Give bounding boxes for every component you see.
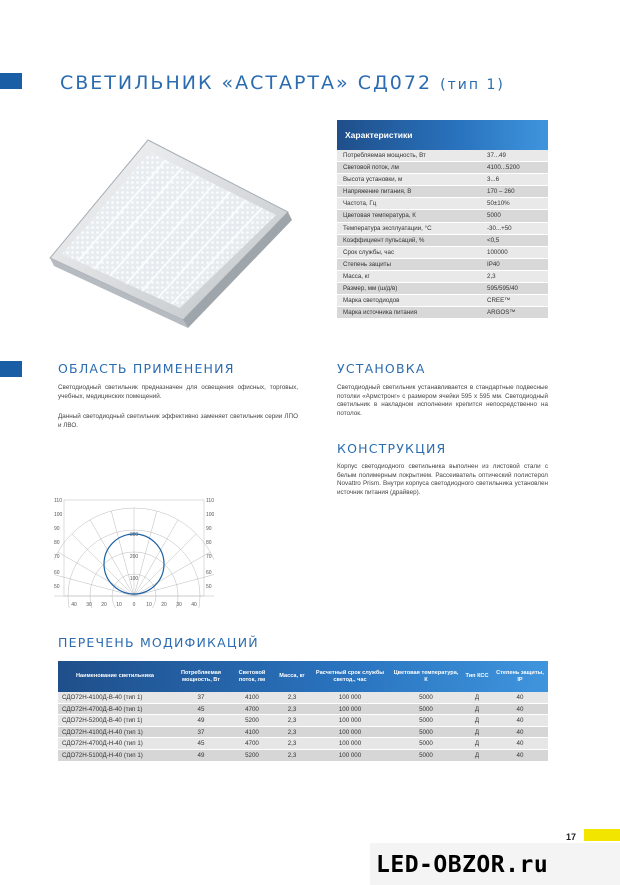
column-header: Расчетный срок службы светод., час xyxy=(315,669,385,683)
polar-bottom-label: 30 xyxy=(86,602,92,608)
table-cell: 4700 xyxy=(245,705,259,713)
table-cell: 2,3 xyxy=(287,705,297,713)
polar-bottom-label: 10 xyxy=(146,602,152,608)
section-mark xyxy=(0,361,22,377)
polar-bottom-label: 30 xyxy=(176,602,182,608)
characteristic-label: Масса, кг xyxy=(343,272,370,280)
characteristic-label: Срок службы, час xyxy=(343,248,395,256)
table-cell: 49 xyxy=(197,717,205,725)
table-cell: 2,3 xyxy=(287,717,297,725)
modifications-rows xyxy=(58,692,548,762)
table-cell: СДО72Н-4100Д-В-40 (тип 1) xyxy=(62,694,143,701)
table-cell: Д xyxy=(474,740,480,748)
characteristic-row xyxy=(337,283,548,295)
characteristic-row xyxy=(337,271,548,283)
table-cell: Д xyxy=(474,728,480,736)
table-cell: 4700 xyxy=(245,740,259,748)
table-cell: 100 000 xyxy=(338,728,362,736)
polar-ray xyxy=(72,534,134,596)
polar-left-label: 110 xyxy=(54,498,62,504)
table-row xyxy=(58,750,548,762)
characteristic-value: <0,5 xyxy=(487,236,500,244)
table-cell: 45 xyxy=(197,740,205,748)
characteristic-value: 3...6 xyxy=(487,176,500,184)
site-watermark: LED-OBZOR.ru xyxy=(370,843,620,885)
characteristic-value: 5000 xyxy=(487,212,501,220)
table-cell: 40 xyxy=(516,728,524,736)
table-cell: 2,3 xyxy=(287,694,297,701)
polar-ray xyxy=(58,552,134,596)
characteristic-label: Температура эксплуатации, °С xyxy=(343,224,432,232)
characteristics-heading: Характеристики xyxy=(337,120,548,150)
table-cell: 100 000 xyxy=(338,751,362,759)
characteristic-row xyxy=(337,307,548,319)
polar-bottom-label: 10 xyxy=(116,602,122,608)
page-number-bar xyxy=(584,829,620,841)
characteristic-row xyxy=(337,162,548,174)
table-cell: 40 xyxy=(516,717,524,725)
characteristic-label: Коэффициент пульсаций, % xyxy=(343,236,425,244)
table-cell: 5000 xyxy=(419,751,433,759)
characteristic-value: 4100...5200 xyxy=(487,164,520,172)
table-cell: 5000 xyxy=(419,740,433,748)
characteristics-rows xyxy=(337,150,548,319)
table-cell: СДО72Н-5200Д-В-40 (тип 1) xyxy=(62,717,143,725)
characteristic-label: Частота, Гц xyxy=(343,200,377,208)
characteristic-row xyxy=(337,174,548,186)
polar-bottom-label: 20 xyxy=(161,602,167,608)
table-row xyxy=(58,727,548,739)
polar-ray xyxy=(54,573,134,596)
table-cell: 5200 xyxy=(245,717,259,725)
table-cell: 5200 xyxy=(245,751,259,759)
polar-diagram xyxy=(54,496,214,608)
polar-ray xyxy=(134,534,196,596)
table-cell: 2,3 xyxy=(287,740,297,748)
polar-bottom-label: 40 xyxy=(191,602,197,608)
column-header: Степень защиты, IP xyxy=(496,669,544,683)
characteristic-value: 170 – 260 xyxy=(487,188,515,196)
table-cell: 100 000 xyxy=(338,705,362,713)
characteristic-label: Степень защиты xyxy=(343,260,391,268)
characteristic-row xyxy=(337,198,548,210)
table-cell: 100 000 xyxy=(338,740,362,748)
column-header: Масса, кг xyxy=(279,673,305,679)
modifications-heading: ПЕРЕЧЕНЬ МОДИФИКАЦИЙ xyxy=(58,635,259,650)
polar-right-label: 90 xyxy=(206,526,212,532)
table-cell: 2,3 xyxy=(287,751,297,759)
polar-bottom-label: 20 xyxy=(101,602,107,608)
column-header: Тип КСС xyxy=(465,673,489,679)
luminaire-image xyxy=(40,130,320,340)
table-cell: 40 xyxy=(516,740,524,748)
characteristic-value: IP40 xyxy=(487,260,500,268)
table-cell: 40 xyxy=(516,694,524,701)
polar-left-label: 70 xyxy=(54,554,60,560)
characteristic-value: -30...+50 xyxy=(487,224,512,232)
table-cell: 37 xyxy=(197,728,205,736)
table-cell: Д xyxy=(474,694,480,701)
column-header: Потребляемая мощность, Вт xyxy=(180,669,222,683)
polar-left-label: 60 xyxy=(54,570,60,576)
polar-ray xyxy=(134,552,210,596)
characteristics-table xyxy=(337,120,548,319)
characteristic-label: Высота установки, м xyxy=(343,176,403,184)
application-text-2: Данный светодиодный светильник эффективно заменяет светильник серии ЛПО и ЛВО. xyxy=(58,413,298,429)
application-text-1: Светодиодный светильник предназначен для освещения офисных, торговых, учебных, медицинских помещений. xyxy=(58,384,298,400)
characteristic-row xyxy=(337,150,548,162)
column-header: Наименование светильника xyxy=(75,673,154,679)
table-cell: 2,3 xyxy=(287,728,297,736)
characteristic-value: 595/595/40 xyxy=(487,285,518,293)
column-header: Цветовая температура, К xyxy=(393,669,459,683)
table-cell: 37 xyxy=(197,694,205,701)
polar-right-label: 100 xyxy=(206,512,214,518)
polar-center-label: 100 xyxy=(129,576,139,582)
polar-right-label: 50 xyxy=(206,584,212,590)
polar-right-label: 60 xyxy=(206,570,212,576)
characteristic-value: CREE™ xyxy=(487,297,511,305)
table-cell: 49 xyxy=(197,751,205,759)
installation-heading: УСТАНОВКА xyxy=(337,361,426,376)
characteristic-label: Потребляемая мощность, Вт xyxy=(343,152,426,159)
table-cell: СДО72Н-5100Д-Н-40 (тип 1) xyxy=(62,751,143,759)
table-cell: Д xyxy=(474,751,480,759)
table-cell: 5000 xyxy=(419,705,433,713)
characteristic-value: 2,3 xyxy=(487,272,496,280)
table-cell: 45 xyxy=(197,705,205,713)
table-cell: 5000 xyxy=(419,728,433,736)
table-row xyxy=(58,738,548,750)
characteristic-row xyxy=(337,247,548,259)
characteristic-row xyxy=(337,259,548,271)
construction-text: Корпус светодиодного светильника выполнен из листовой стали с белым полимерным покрытием. Рассеиватель оптический полистерол Novattro Prism. Внутри корпуса светодиодного светильника установлен источник питания (драйвер). xyxy=(337,463,548,496)
table-cell: 5000 xyxy=(419,694,433,701)
table-cell: Д xyxy=(474,717,480,725)
characteristic-label: Марка источника питания xyxy=(343,309,418,317)
characteristic-row xyxy=(337,210,548,222)
polar-right-label: 70 xyxy=(206,554,212,560)
table-row xyxy=(58,692,548,704)
modifications-header xyxy=(58,661,548,692)
table-cell: 5000 xyxy=(419,717,433,725)
title-mark xyxy=(0,73,22,89)
characteristic-label: Напряжение питания, В xyxy=(343,188,412,196)
installation-text: Светодиодный светильник устанавливается в стандартные подвесные потолки «Армстронг» с размером ячейки 595 х 595 мм. Светодиодный светильник в накладном исполнении крепится непосредственно на потолок. xyxy=(337,384,548,417)
page-title: СВЕТИЛЬНИК «АСТАРТА» СД072 (тип 1) xyxy=(60,72,505,94)
characteristic-label: Размер, мм (ш/д/в) xyxy=(343,285,398,293)
characteristic-value: 100000 xyxy=(487,248,508,256)
polar-center-label: 200 xyxy=(129,554,139,560)
characteristic-label: Марка светодиодов xyxy=(343,297,400,305)
polar-left-label: 80 xyxy=(54,540,60,546)
characteristic-value: 37...49 xyxy=(487,152,506,159)
table-cell: 100 000 xyxy=(338,694,362,701)
polar-bottom-label: 0 xyxy=(132,602,136,608)
page-number: 17 xyxy=(566,832,577,842)
table-row xyxy=(58,715,548,727)
polar-center-label: 300 xyxy=(129,532,139,538)
table-cell: 4100 xyxy=(245,728,259,736)
table-cell: 40 xyxy=(516,751,524,759)
table-row xyxy=(58,704,548,716)
table-cell: СДО72Н-4700Д-В-40 (тип 1) xyxy=(62,705,143,713)
polar-left-label: 100 xyxy=(54,512,63,518)
characteristic-row xyxy=(337,223,548,235)
table-cell: СДО72Н-4700Д-Н-40 (тип 1) xyxy=(62,740,143,748)
characteristic-label: Цветовая температура, К xyxy=(343,212,416,220)
application-heading: ОБЛАСТЬ ПРИМЕНЕНИЯ xyxy=(58,361,235,376)
modifications-table xyxy=(58,661,548,762)
construction-heading: КОНСТРУКЦИЯ xyxy=(337,441,447,456)
characteristic-label: Световой поток, лм xyxy=(343,164,399,172)
table-cell: Д xyxy=(474,705,480,713)
table-cell: 100 000 xyxy=(338,717,362,725)
characteristic-row xyxy=(337,295,548,307)
characteristic-row xyxy=(337,235,548,247)
column-header: Световой поток, лм xyxy=(238,669,266,683)
characteristic-value: ARGOS™ xyxy=(487,309,516,317)
polar-right-label: 110 xyxy=(206,498,214,504)
polar-ray xyxy=(134,573,214,596)
characteristic-row xyxy=(337,186,548,198)
polar-right-label: 80 xyxy=(206,540,212,546)
characteristic-value: 50±10% xyxy=(487,200,510,208)
table-cell: 40 xyxy=(516,705,524,713)
table-cell: 4100 xyxy=(245,694,259,701)
polar-left-label: 90 xyxy=(54,526,60,532)
polar-left-label: 50 xyxy=(54,584,60,590)
polar-bottom-label: 40 xyxy=(71,602,77,608)
table-cell: СДО72Н-4100Д-Н-40 (тип 1) xyxy=(62,728,143,736)
